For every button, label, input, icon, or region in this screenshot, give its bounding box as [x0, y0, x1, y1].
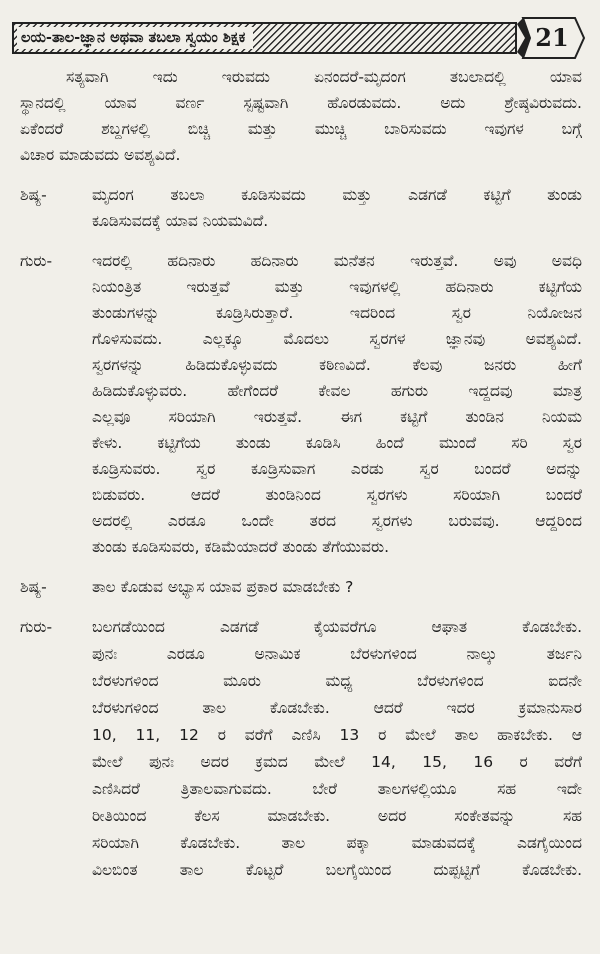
speaker-label: ಶಿಷ್ಯ-	[20, 186, 47, 204]
dialog-line: ಇದರಲ್ಲಿ ಹದಿನಾರು ಹದಿನಾರು ಮನೆತನ ಇರುತ್ತವೆ. ಅವು ಅವಧಿ	[92, 252, 582, 270]
dialog-line: ಸ್ವರಗಳನ್ನು ಹಿಡಿದುಕೊಳ್ಳುವದು ಕಠಿಣವಿದೆ. ಕೆಲವು ಜನರು ಹೀಗೆ	[92, 356, 582, 374]
dialog-line: ಬೆರಳುಗಳಿಂದ ತಾಲ ಕೊಡಬೇಕು. ಆದರೆ ಇದರ ಕ್ರಮಾನುಸಾರ	[92, 699, 582, 717]
dialog-line: ಕೂಡಿಸುವದಕ್ಕೆ ಯಾವ ನಿಯಮವಿದೆ.	[92, 212, 269, 230]
dialog-line: ತುಂಡುಗಳನ್ನು ಕೂಡ್ರಿಸಿರುತ್ತಾರೆ. ಇದರಿಂದ ಸ್ವರ ನಿಯೋಜನ	[92, 304, 582, 322]
dialog-line: ಪುನಃ ಎರಡೂ ಅನಾಮಿಕ ಬೆರಳುಗಳಿಂದ ನಾಲ್ಕು ತರ್ಜನಿ	[92, 645, 582, 663]
book-title: ಲಯ-ತಾಲ-ಜ್ಞಾನ ಅಥವಾ ತಬಲಾ ಸ್ವಯಂ ಶಿಕ್ಷಕ	[17, 27, 253, 49]
dialog-line: ರೀತಿಯಿಂದ ಕೆಲಸ ಮಾಡಬೇಕು. ಅದರ ಸಂಕೇತವನ್ನು ಸಹ	[92, 807, 582, 825]
dialog-line: ಸರಿಯಾಗಿ ಕೊಡಬೇಕು. ತಾಲ ಪಕ್ಕಾ ಮಾಡುವದಕ್ಕೆ ಎಡಗೈಯಿಂದ	[92, 834, 582, 852]
dialog-line: ಮೃದಂಗ ತಬಲಾ ಕೂಡಿಸುವದು ಮತ್ತು ಎಡಗಡೆ ಕಟ್ಟಿಗೆ ತುಂಡು	[92, 186, 582, 204]
speaker-label: ಗುರು-	[20, 252, 53, 270]
dialog-line: ತುಂಡು ಕೂಡಿಸುವರು, ಕಡಿಮೆಯಾದರೆ ತುಂಡು ತೆಗೆಯುವರು.	[92, 538, 390, 556]
dialog-line: ಮೇಲೆ ಪುನಃ ಅದರ ಕ್ರಮದ ಮೇಲೆ 14, 15, 16 ರ ವರೆಗೆ	[92, 753, 582, 771]
dialog-line: ನಿಯಂತ್ರಿತ ಇರುತ್ತವೆ ಮತ್ತು ಇವುಗಳಲ್ಲಿ ಹದಿನಾರು ಕಟ್ಟಿಗೆಯ	[92, 278, 582, 296]
dialog-line: ಕೇಳು. ಕಟ್ಟಿಗೆಯ ತುಂಡು ಕೂಡಿಸಿ ಹಿಂದೆ ಮುಂದೆ ಸರಿ ಸ್ವರ	[92, 434, 582, 452]
dialog-line: ಎಲ್ಲವೂ ಸರಿಯಾಗಿ ಇರುತ್ತವೆ. ಈಗ ಕಟ್ಟಿಗೆ ತುಂಡಿನ ನಿಯಮ	[92, 408, 582, 426]
speaker-label: ಶಿಷ್ಯ-	[20, 578, 47, 596]
dialog-line: ಕೂಡ್ರಿಸುವರು. ಸ್ವರ ಕೂಡ್ರಿಸುವಾಗ ಎರಡು ಸ್ವರ ಬಂದರೆ ಅದನ್ನು	[92, 460, 582, 478]
intro-line: ಏಕೆಂದರೆ ಶಬ್ದಗಳಲ್ಲಿ ಬಿಚ್ಚಿ ಮತ್ತು ಮುಚ್ಚಿ ಬಾರಿಸುವದು ಇವುಗಳ ಬಗ್ಗೆ	[20, 120, 582, 138]
dialog-line: ಎಣಿಸಿದರೆ ತ್ರಿತಾಲವಾಗುವದು. ಬೇರೆ ತಾಲಗಳಲ್ಲಿಯೂ ಸಹ ಇದೇ	[92, 780, 582, 798]
dialog-line: ವಿಲಬಿಂತ ತಾಲ ಕೊಟ್ಟರೆ ಬಲಗೈಯಿಂದ ದುಪ್ಪಟ್ಟಿಗೆ ಕೊಡಬೇಕು.	[92, 861, 582, 879]
dialog-line: ಬೆರಳುಗಳಿಂದ ಮೂರು ಮಧ್ಯ ಬೆರಳುಗಳಿಂದ ಐದನೇ	[92, 672, 582, 690]
page-number: 21	[535, 23, 569, 52]
header-title-box	[12, 22, 517, 54]
intro-line: ಸ್ಥಾನದಲ್ಲಿ ಯಾವ ವರ್ಣ ಸ್ಪಷ್ಟವಾಗಿ ಹೊರಡುವದು. ಅದು ಶ್ರೇಷ್ಠವಿರುವದು.	[20, 94, 582, 112]
dialog-line: ಹಿಡಿದುಕೊಳ್ಳುವರು. ಹೇಗೆಂದರೆ ಕೇವಲ ಹಗುರು ಇದ್ದದವು ಮಾತ್ರ	[92, 382, 582, 400]
running-header	[12, 16, 586, 60]
speaker-label: ಗುರು-	[20, 618, 53, 636]
dialog-line: ಬಿಡುವರು. ಆದರೆ ತುಂಡಿನಿಂದ ಸ್ವರಗಳು ಸರಿಯಾಗಿ ಬಂದರೆ	[92, 486, 582, 504]
dialog-line: ಬಲಗಡೆಯಿಂದ ಎಡಗಡೆ ಕೈಯವರೆಗೂ ಆಘಾತ ಕೊಡಬೇಕು.	[92, 618, 582, 636]
dialog-line: ತಾಲ ಕೊಡುವ ಅಭ್ಯಾಸ ಯಾವ ಪ್ರಕಾರ ಮಾಡಬೇಕು ?	[92, 578, 354, 596]
intro-line: ಸತ್ಯವಾಗಿ ಇದು ಇರುವದು ಏನಂದರೆ-ಮೃದಂಗ ತಬಲಾದಲ್ಲಿ ಯಾವ	[66, 68, 582, 86]
dialog-line: ಗೊಳಿಸುವದು. ಎಲ್ಲಕ್ಕೂ ಮೊದಲು ಸ್ವರಗಳ ಜ್ಞಾನವು ಅವಶ್ಯವಿದೆ.	[92, 330, 582, 348]
dialog-line: ಅದರಲ್ಲಿ ಎರಡೂ ಒಂದೇ ತರದ ಸ್ವರಗಳು ಬರುವವು. ಆದ್ದರಿಂದ	[92, 512, 582, 530]
intro-line: ವಿಚಾರ ಮಾಡುವದು ಅವಶ್ಯವಿದೆ.	[20, 146, 181, 164]
dialog-line: 10, 11, 12 ರ ವರೆಗೆ ಎಣಿಸಿ 13 ರ ಮೇಲೆ ತಾಲ ಹಾಕಬೇಕು. ಆ	[92, 726, 582, 744]
